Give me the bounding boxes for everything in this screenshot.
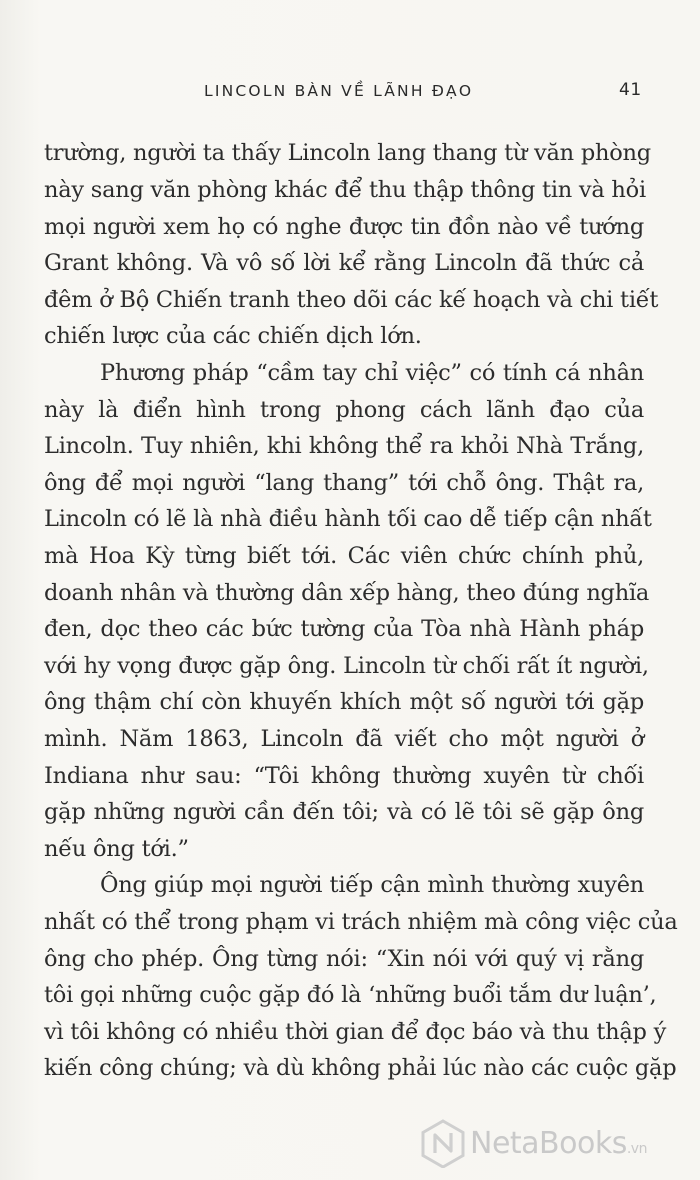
paragraph-2-line: doanh nhân và thường dân xếp hàng, theo đúng nghĩa <box>44 580 650 606</box>
page-number: 41 <box>619 80 642 100</box>
paragraph-2-line: đen, dọc theo các bức tường của Tòa nhà Hành pháp <box>44 616 644 642</box>
paragraph-2-line: này là điển hình trong phong cách lãnh đạo của <box>44 397 644 423</box>
paragraph-3-line: tôi gọi những cuộc gặp đó là ‘những buổi tắm dư luận’, <box>44 982 657 1008</box>
watermark-suffix: .vn <box>626 1141 647 1157</box>
paragraph-2-line: ông thậm chí còn khuyến khích một số người tới gặp <box>44 689 644 715</box>
page-header <box>0 78 700 108</box>
paragraph-1-line: này sang văn phòng khác để thu thập thông tin và hỏi <box>44 177 646 203</box>
paragraph-3-line: Ông giúp mọi người tiếp cận mình thường xuyên <box>100 872 644 898</box>
paragraph-1-line: trường, người ta thấy Lincoln lang thang từ văn phòng <box>44 140 651 166</box>
paragraph-2-line: gặp những người cần đến tôi; và có lẽ tôi sẽ gặp ông <box>44 799 644 825</box>
paragraph-2-line: Lincoln. Tuy nhiên, khi không thể ra khỏi Nhà Trắng, <box>44 433 644 459</box>
paragraph-2-line: mình. Năm 1863, Lincoln đã viết cho một người ở <box>44 726 644 752</box>
watermark-text <box>470 1126 647 1161</box>
paragraph-2-line: Lincoln có lẽ là nhà điều hành tối cao dễ tiếp cận nhất <box>44 506 652 532</box>
paragraph-2-line: nếu ông tới.” <box>44 836 189 862</box>
netabooks-logo-icon <box>418 1118 468 1168</box>
running-title: LINCOLN BÀN VỀ LÃNH ĐẠO <box>204 82 474 100</box>
paragraph-3-line: vì tôi không có nhiều thời gian để đọc báo và thu thập ý <box>44 1019 667 1045</box>
paragraph-1-line: Grant không. Và vô số lời kể rằng Lincoln đã thức cả <box>44 250 644 276</box>
paragraph-2-line: với hy vọng được gặp ông. Lincoln từ chối rất ít người, <box>44 653 649 679</box>
paragraph-1-line: đêm ở Bộ Chiến tranh theo dõi các kế hoạch và chi tiết <box>44 287 659 313</box>
netabooks-watermark <box>418 1118 700 1180</box>
paragraph-2-line: Phương pháp “cầm tay chỉ việc” có tính cá nhân <box>100 360 644 386</box>
paragraph-3-line: ông cho phép. Ông từng nói: “Xin nói với quý vị rằng <box>44 946 644 972</box>
paragraph-2-line: ông để mọi người “lang thang” tới chỗ ông. Thật ra, <box>44 470 644 496</box>
paragraph-1-line: chiến lược của các chiến dịch lớn. <box>44 323 422 349</box>
paragraph-2-line: Indiana như sau: “Tôi không thường xuyên từ chối <box>44 763 644 789</box>
paragraph-3-line: nhất có thể trong phạm vi trách nhiệm mà công việc của <box>44 909 678 935</box>
paragraph-2-line: mà Hoa Kỳ từng biết tới. Các viên chức chính phủ, <box>44 543 644 569</box>
paragraph-3-line: kiến công chúng; và dù không phải lúc nào các cuộc gặp <box>44 1055 677 1081</box>
watermark-brand: NetaBooks <box>470 1126 627 1161</box>
paragraph-1-line: mọi người xem họ có nghe được tin đồn nào về tướng <box>44 214 644 240</box>
